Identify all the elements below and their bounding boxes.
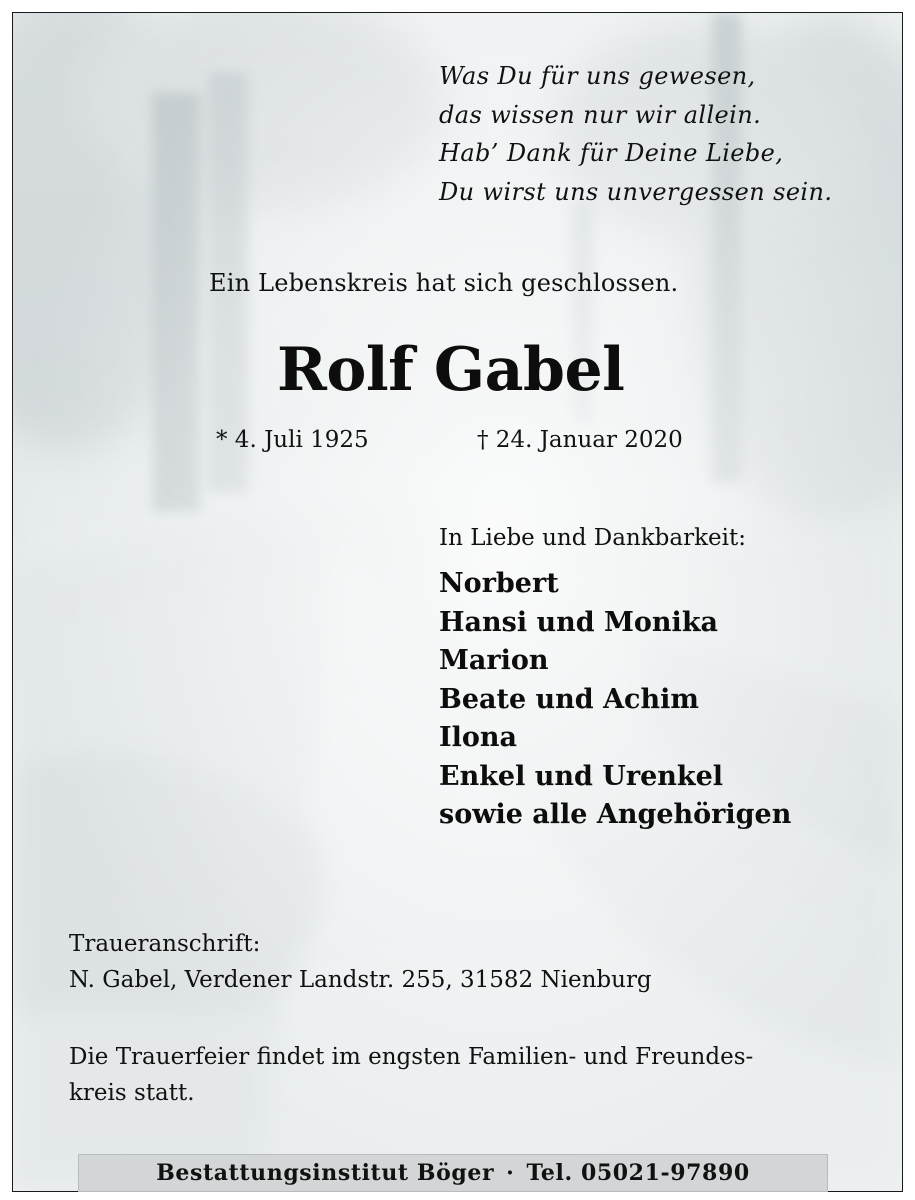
address-label: Traueranschrift: [69, 931, 261, 957]
poem [439, 57, 832, 211]
mourners-list [439, 565, 791, 835]
mourner-name: Beate und Achim [439, 683, 699, 715]
ceremony-line: Die Trauerfeier findet im engsten Familien- und Freundes- [69, 1044, 754, 1070]
ceremony-line: kreis statt. [69, 1080, 195, 1106]
mourner-name: Marion [439, 645, 549, 676]
funeral-home-phone: Tel. 05021-97890 [526, 1160, 750, 1186]
obituary-content [13, 13, 902, 1191]
mourning-address: N. Gabel, Verdener Landstr. 255, 31582 Nienburg [69, 967, 652, 993]
mourner-name: Hansi und Monika [439, 606, 719, 638]
ceremony-note [69, 1039, 753, 1111]
mourner-name: sowie alle Angehörigen [439, 799, 792, 830]
deceased-name: Rolf Gabel [277, 335, 625, 405]
poem-line: Hab’ Dank für Deine Liebe, [439, 139, 784, 167]
poem-line: das wissen nur wir allein. [439, 100, 762, 129]
birth-date: * 4. Juli 1925 [216, 427, 369, 453]
mourner-name: Norbert [439, 568, 559, 599]
obituary-frame [12, 12, 903, 1192]
mourner-name: Enkel und Urenkel [439, 760, 724, 792]
death-date: † 24. Januar 2020 [477, 427, 683, 453]
mourners-label: In Liebe und Dankbarkeit: [439, 525, 746, 551]
funeral-home-name: Bestattungsinstitut Böger [156, 1160, 495, 1186]
mourner-name: Ilona [439, 722, 518, 753]
poem-line: Du wirst uns unvergessen sein. [439, 177, 833, 206]
intro-text: Ein Lebenskreis hat sich geschlossen. [209, 269, 679, 297]
funeral-home-footer [78, 1154, 828, 1192]
footer-separator: · [506, 1160, 515, 1186]
poem-line: Was Du für uns gewesen, [439, 62, 756, 90]
